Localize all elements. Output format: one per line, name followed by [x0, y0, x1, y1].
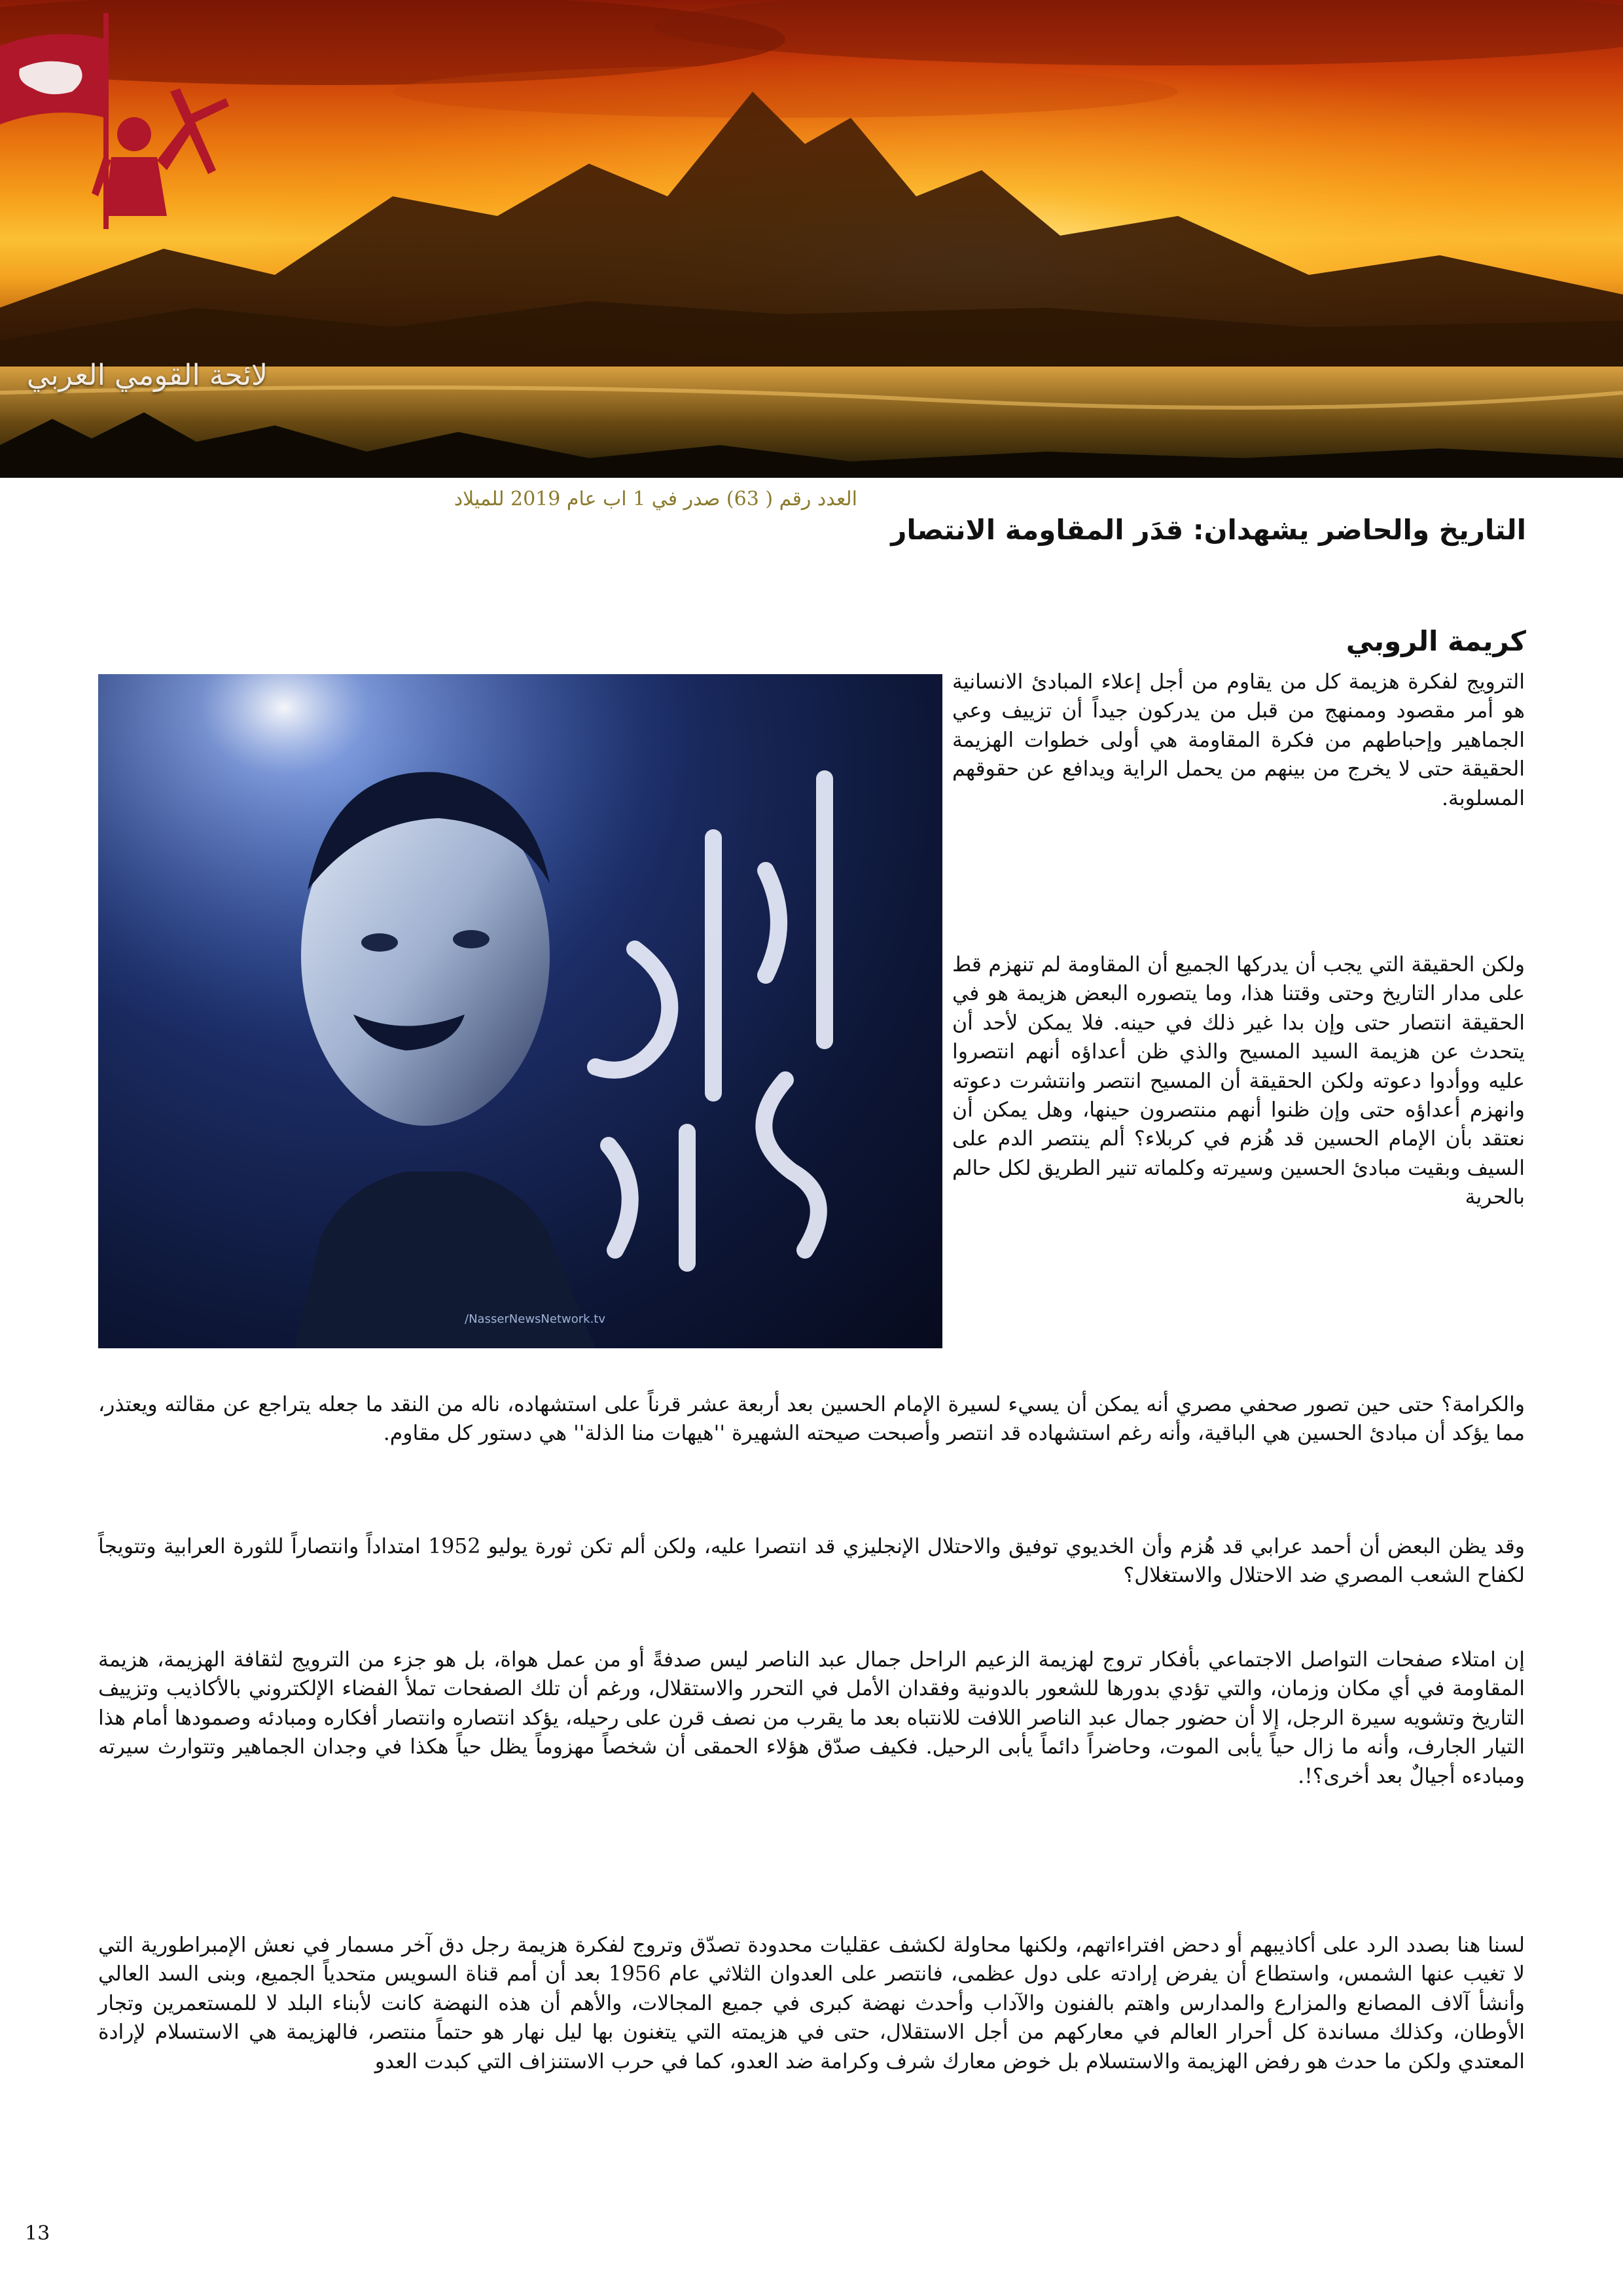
article-author: كريمة الروبي: [1346, 625, 1526, 657]
wide-paragraph-3: إن امتلاء صفحات التواصل الاجتماعي بأفكار تروج لهزيمة الزعيم الراحل جمال عبد الناصر ليس صدفةً أو من عمل هواة، بل هو جزء من الترويج لثقافة الهزيمة، هزيمة المقاومة في أي مكان وزمان، والتي تؤدي بدورها للشعور بالدونية وفقدان الأمل في التحرر والاستقلال، ورغم أن تلك الصفحات تملأ الفضاء الإلكتروني بالأكاذيب وتزييف التاريخ وتشويه سيرة الرجل، إلا أن حضور جمال عبد الناصر اللافت للانتباه بعد ما يقرب من نصف قرن على رحيله، يؤكد انتصاره وانتصار أفكاره ومبادئه وصمودها أمام هذا التيار الجارف، وأنه ما زال حياً يأبى الموت، وحاضراً دائماً يأبى الرحيل. فكيف صدّق هؤلاء الحمقى أن شخصاً مهزوماً يظل حياً هكذا في وجدان الجماهير وتتوارث سيرته ومبادءه أجيالٌ بعد أخرى؟!.: [98, 1648, 1525, 1788]
issue-line: العدد رقم ( 63) صدر في 1 اب عام 2019 للميلاد: [454, 488, 857, 511]
wide-paragraph-4: لسنا هنا بصدد الرد على أكاذيبهم أو دحض افتراءاتهم، ولكنها محاولة لكشف عقليات محدودة تصدّق وتروج لفكرة هزيمة رجل دق آخر مسمار في نعش الإمبراطورية التي لا تغيب عنها الشمس، واستطاع أن يفرض إرادته على دول عظمى، فانتصر على العدوان الثلاثي عام 1956 بعد أن أمم قناة السويس متحدياً الجميع، وبنى السد العالي وأنشأ آلاف المصانع والمزارع والمدارس واهتم بالفنون والآداب وأحدث نهضة كبرى في جميع المجالات، والأهم أن هذه النهضة كانت لأبناء البلد لا للمستعمرين وتجار الأوطان، وكذلك مساندة كل أحرار العالم في معاركهم من أجل الاستقلال، حتى في هزيمته التي يتغنون بها ليل نهار هو حتماً منتصر، فالهزيمة هي الاستسلام لإرادة المعتدي ولكن ما حدث هو رفض الهزيمة والاستسلام بل خوض معارك شرف وكرامة ضد العدو، كما في حرب الاستنزاف التي كبدت العدو: [98, 1933, 1525, 2073]
column-paragraph-2: ولكن الحقيقة التي يجب أن يدركها الجميع أن المقاومة لم تنهزم قط على مدار التاريخ وحتى وقتنا هذا، وما يتصوره البعض هزيمة هو في الحقيقة انتصار حتى وإن بدا غير ذلك في حينه. فلا يمكن لأحد أن يتحدث عن هزيمة السيد المسيح والذي ظن أعداؤه أنهم انتصروا عليه ووأدوا دعوته ولكن الحقيقة أن المسيح انتصر وانتشرت دعوته وانهزم أعداؤه حتى وإن ظنوا أنهم منتصرون حينها، وهل يمكن أن نعتقد بأن الإمام الحسين قد هُزم في كربلاء؟ ألم ينتصر الدم على السيف وبقيت مبادئ الحسين وسيرته وكلماته تنير الطريق لكل حالم بالحرية: [952, 953, 1525, 1210]
logo-icon: [0, 0, 255, 275]
wide-paragraph-2: وقد يظن البعض أن أحمد عرابي قد هُزم وأن الخديوي توفيق والاحتلال الإنجليزي قد انتصرا عليه، ولكن ألم تكن ثورة يوليو 1952 امتداداً وانتصاراً للثورة العرابية وتتويجاً لكفاح الشعب المصري ضد الاحتلال والاستغلال؟: [98, 1535, 1525, 1588]
logo-caption: لائحة القومي العربي: [26, 359, 268, 392]
article-title: التاريخ والحاضر يشهدان: قدَر المقاومة الانتصار: [891, 514, 1526, 546]
header-banner: [0, 0, 1623, 478]
article-photo: [98, 674, 942, 1348]
portrait-image: [98, 674, 942, 1348]
wide-paragraph-1: والكرامة؟ حتى حين تصور صحفي مصري أنه يمكن أن يسيء لسيرة الإمام الحسين بعد أربعة عشر قرناً على استشهاده، ناله من النقد ما جعله يتراجع عن مقالته ويعتذر، مما يؤكد أن مبادئ الحسين هي الباقية، وأنه رغم استشهاده قد انتصر وأصبحت صيحته الشهيرة ''هيهات منا الذلة'' هي دستور كل مقاوم.: [98, 1393, 1525, 1446]
page-number: 13: [25, 2222, 50, 2245]
photo-watermark: /NasserNewsNetwork.tv: [465, 1312, 606, 1326]
column-paragraph-1: الترويج لفكرة هزيمة كل من يقاوم من أجل إعلاء المبادئ الانسانية هو أمر مقصود وممنهج من قبل من يدركون جيداً أن تزييف وعي الجماهير وإحباطهم من فكرة المقاومة هي أولى خطوات الهزيمة الحقيقة حتى لا يخرج من بينهم من يحمل الراية ويدافع عن حقوقهم المسلوبة.: [952, 670, 1525, 810]
